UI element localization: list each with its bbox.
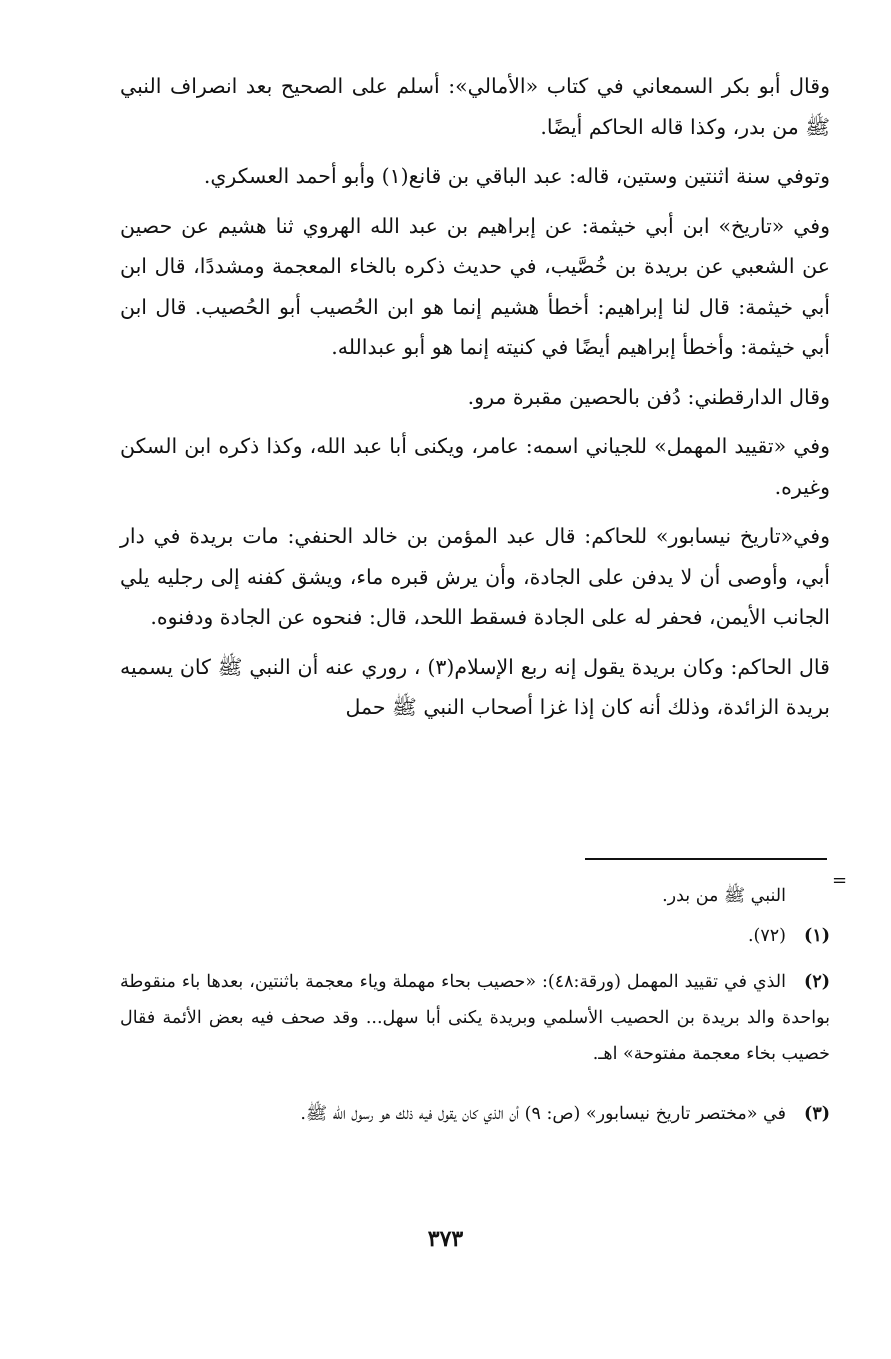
footnote-2 (120, 964, 830, 1072)
footnote-text: الذي في تقييد المهمل (ورقة:٤٨): «حصيب بحاء مهملة وياء معجمة باثنتين، بعدها باء منقوطة بواحدة والد بريدة بن الحصيب الأسلمي وبريدة يكنى أبا سهل... وقد صحف فيه بعض الأئمة فقال خصيب بخاء معجمة مفتوحة» اهـ. (120, 972, 830, 1064)
footnote-separator (585, 858, 827, 860)
page-number: ٣٧٣ (427, 1226, 464, 1252)
paragraph-5: وفي «تقييد المهمل» للجياني اسمه: عامر، ويكنى أبا عبد الله، وكذا ذكره ابن السكن وغيره. (120, 434, 830, 499)
footnote-number: (٢) (804, 972, 830, 992)
footnote-continuation-text: النبي ﷺ من بدر. (662, 886, 786, 906)
footnote-continuation-mark: = (832, 870, 848, 891)
footnote-3 (120, 1096, 830, 1132)
footnote-text: (٧٢). (747, 926, 786, 946)
footnote-1 (120, 918, 830, 954)
paragraph-3: وفي «تاريخ» ابن أبي خيثمة: عن إبراهيم بن عبد الله الهروي ثنا هشيم عن حصين عن الشعبي عن بريدة بن خُصَّيب، في حديث ذكره بالخاء المعجمة ومشددًا، قال ابن أبي خيثمة: قال لنا إبراهيم: أخطأ هشيم إنما هو ابن الحُصيب أبو الحُصيب. قال ابن أبي خيثمة: وأخطأ إبراهيم أيضًا في كنيته إنما هو أبو عبدالله. (120, 213, 830, 359)
footnote-number: (١) (804, 926, 830, 946)
paragraph-1: وقال أبو بكر السمعاني في كتاب «الأمالي»: أسلم على الصحيح بعد انصراف النبي ﷺ من بدر، وكذا قاله الحاكم أيضًا. (120, 74, 830, 139)
paragraph-4: وقال الدارقطني: دُفن بالحصين مقبرة مرو. (467, 384, 830, 409)
main-text (120, 66, 830, 737)
paragraph-6: وفي«تاريخ نيسابور» للحاكم: قال عبد المؤمن بن خالد الحنفي: مات بريدة في دار أبي، وأوصى أن لا يدفن على الجادة، وأن يرش قبره ماء، ويشق كفنه إلى رجليه يلي الجانب الأيمن، فحفر له على الجادة فسقط اللحد، قال: فنحوه عن الجادة ودفنوه. (120, 524, 830, 629)
paragraph-2: وتوفي سنة اثنتين وستين، قاله: عبد الباقي بن قانع(١) وأبو أحمد العسكري. (203, 164, 830, 188)
footnote-text: في «مختصر تاريخ نيسابور» (ص: ٩) أن الذي كان يقول فيه ذلك هو رسول الله ﷺ. (300, 1104, 786, 1124)
paragraph-7: قال الحاكم: وكان بريدة يقول إنه ربع الإسلام(٣) ، روري عنه أن النبي ﷺ كان يسميه بريدة الزائدة، وذلك أنه كان إذا غزا أصحاب النبي ﷺ حمل (120, 654, 830, 719)
footnote-number: (٣) (804, 1104, 830, 1124)
footnote-continuation (120, 878, 830, 914)
